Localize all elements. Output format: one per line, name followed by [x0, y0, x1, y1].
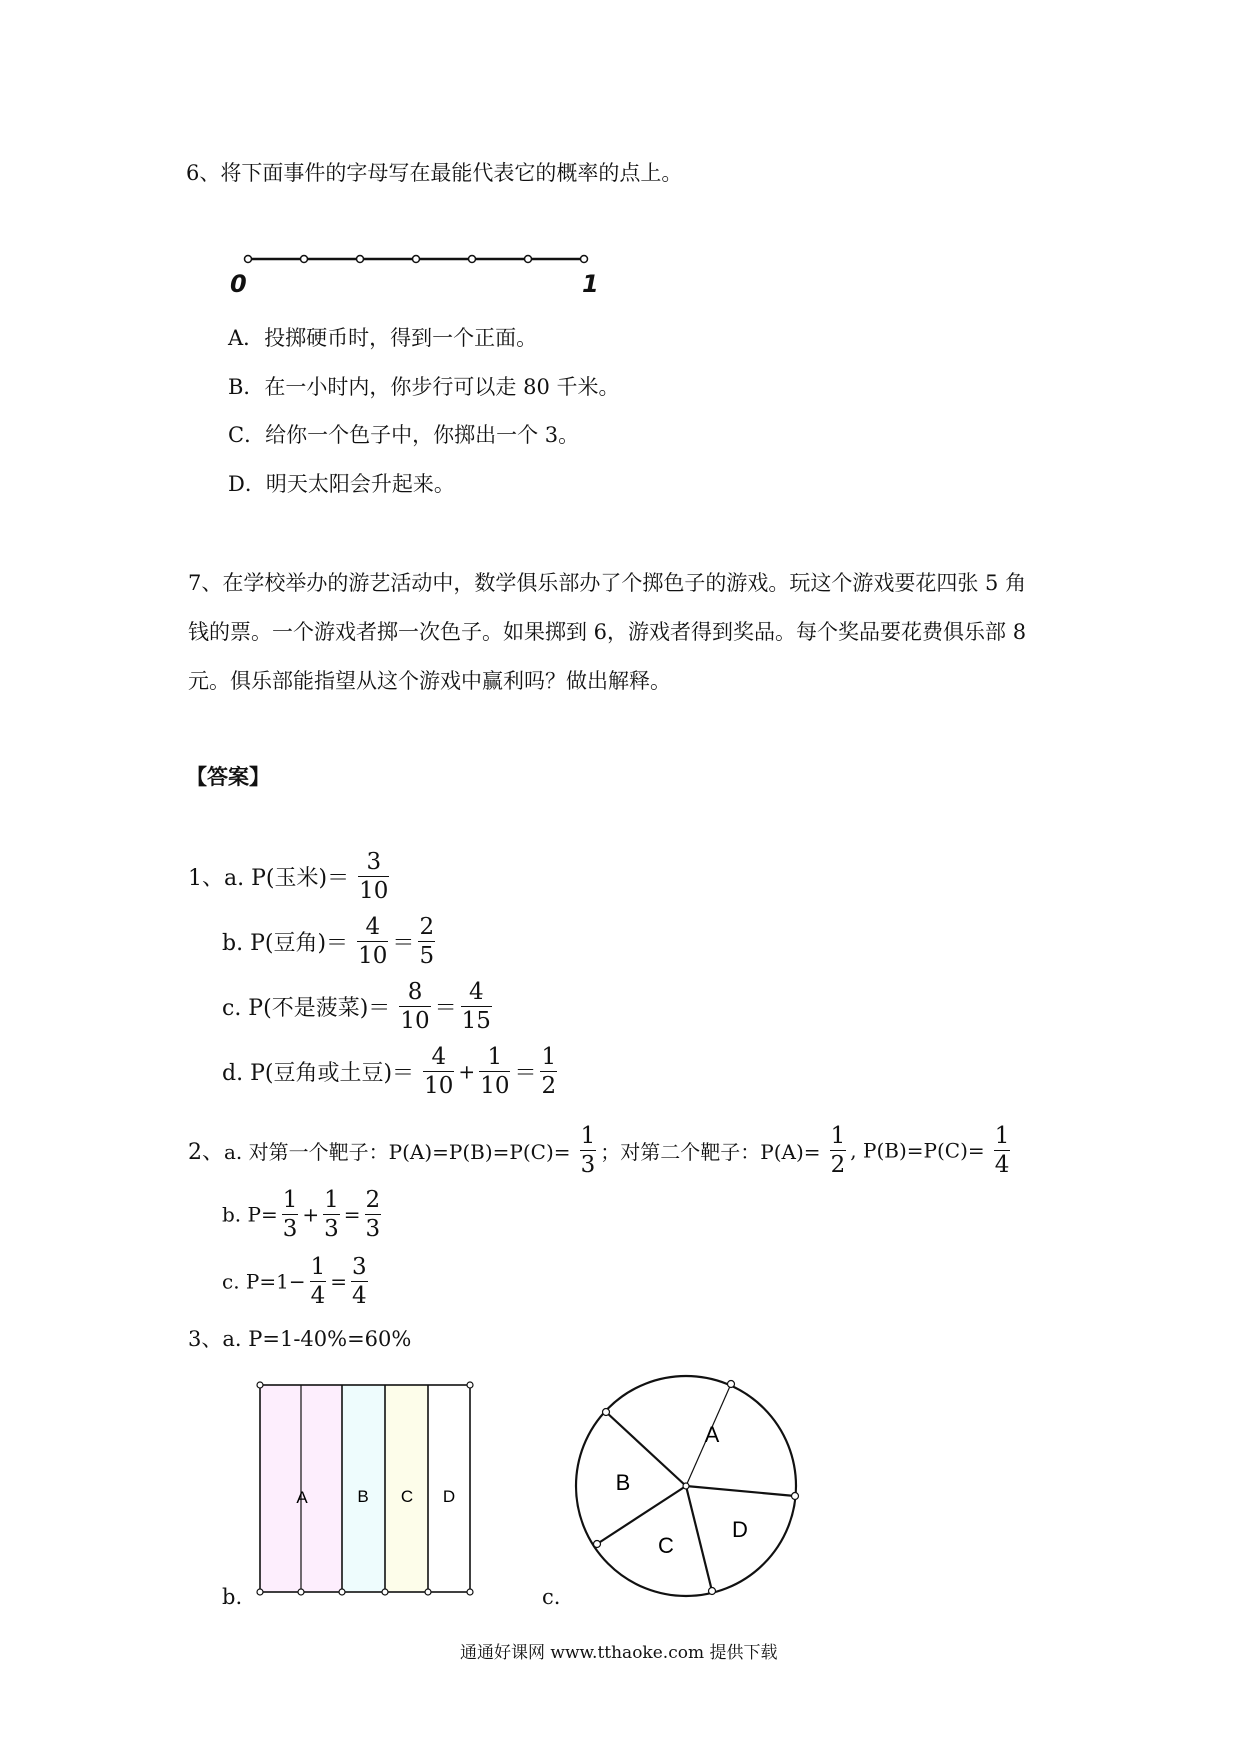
label: c. P=1− — [222, 1269, 306, 1294]
vertex-dot — [298, 1589, 304, 1595]
denominator: 2 — [830, 1152, 846, 1178]
label: d. P(豆角或土豆)＝ — [222, 1061, 415, 1086]
denominator: 10 — [424, 1073, 454, 1099]
rectangle-spinner — [257, 1382, 473, 1595]
vertex-dot — [257, 1382, 263, 1388]
rect-label-c: C — [400, 1487, 414, 1506]
q7-line-2: 钱的票。一个游戏者掷一次色子。如果掷到 6，游戏者得到奖品。每个奖品要花费俱乐部 8 — [188, 620, 1027, 644]
vertex-dot — [603, 1409, 610, 1416]
denominator: 10 — [358, 943, 388, 969]
numerator: 1 — [310, 1254, 326, 1280]
rect-label-b: B — [357, 1487, 369, 1506]
numerator: 3 — [358, 848, 389, 877]
numerator: 1 — [830, 1123, 846, 1149]
denominator: 4 — [310, 1283, 326, 1309]
numerator: 2 — [365, 1187, 381, 1213]
numerator: 4 — [461, 978, 492, 1007]
answer-3c-label: c. — [542, 1585, 561, 1609]
vertex-dot — [425, 1589, 431, 1595]
numerator: 1 — [994, 1123, 1010, 1149]
equals-sign: = — [330, 1269, 348, 1294]
rect-label-d: D — [442, 1487, 456, 1506]
denominator: 2 — [541, 1073, 557, 1099]
numerator: 1 — [479, 1043, 510, 1072]
denominator: 10 — [400, 1008, 430, 1034]
denominator: 10 — [359, 878, 389, 904]
equals-sign: ＝ — [514, 1061, 537, 1086]
label: , P(B)=P(C)= — [850, 1138, 985, 1163]
numerator: 3 — [352, 1254, 367, 1280]
answer-number: 2、 — [188, 1140, 224, 1165]
vertex-dot — [792, 1493, 799, 1500]
q6-option-c: C．给你一个色子中，你掷出一个 3。 — [228, 423, 580, 447]
answer-number: 1、 — [188, 866, 224, 891]
circle-label-d: D — [732, 1517, 748, 1542]
q6-prompt: 6、将下面事件的字母写在最能代表它的概率的点上。 — [186, 161, 683, 185]
center-dot — [683, 1483, 689, 1489]
denominator: 15 — [461, 1008, 491, 1034]
denominator: 4 — [352, 1283, 367, 1309]
q6-option-d: D．明天太阳会升起来。 — [228, 472, 455, 496]
plus-sign: + — [458, 1059, 476, 1084]
vertex-dot — [594, 1541, 601, 1548]
label: b. P= — [222, 1202, 278, 1227]
answers-heading: 【答案】 — [186, 764, 270, 789]
vertex-dot — [467, 1382, 473, 1388]
rect-label-a: A — [296, 1488, 308, 1507]
label: a. 对第一个靶子：P(A)=P(B)=P(C)= — [224, 1140, 571, 1164]
numerator: 1 — [282, 1187, 298, 1213]
answer-3a: 3、a. P=1-40%=60% — [188, 1327, 412, 1351]
vertex-dot — [257, 1589, 263, 1595]
q6-option-b: B．在一小时内，你步行可以走 80 千米。 — [228, 375, 620, 399]
numerator: 8 — [399, 978, 430, 1007]
sector-radius — [686, 1486, 795, 1496]
label: ；对第二个靶子：P(A)= — [600, 1140, 821, 1164]
scale-start-label: 0 — [230, 270, 247, 298]
circle-label-a: A — [704, 1422, 720, 1447]
scale-end-label: 1 — [582, 270, 599, 298]
equals-sign: ＝ — [392, 931, 415, 956]
denominator: 5 — [419, 943, 435, 969]
vertex-dot — [339, 1589, 345, 1595]
equals-sign: ＝ — [434, 996, 457, 1021]
denominator: 3 — [282, 1216, 298, 1242]
answer-3b-label: b. — [222, 1585, 243, 1609]
vertex-dot — [709, 1588, 716, 1595]
denominator: 4 — [994, 1152, 1010, 1178]
numerator: 1 — [324, 1187, 339, 1213]
circle-label-b: B — [615, 1470, 631, 1495]
label: c. P(不是菠菜)＝ — [222, 996, 391, 1021]
denominator: 10 — [480, 1073, 510, 1099]
numerator: 2 — [419, 914, 435, 940]
denominator: 3 — [324, 1216, 339, 1242]
equals-sign: = — [343, 1202, 361, 1227]
sector-radius — [686, 1486, 712, 1591]
plus-sign: + — [302, 1202, 320, 1227]
circle-label-c: C — [658, 1533, 674, 1558]
label: a. P(玉米)＝ — [224, 866, 350, 891]
numerator: 1 — [580, 1123, 596, 1149]
denominator: 3 — [580, 1152, 596, 1178]
vertex-dot — [467, 1589, 473, 1595]
q7-line-1: 7、在学校举办的游艺活动中，数学俱乐部办了个掷色子的游戏。玩这个游戏要花四张 5 角 — [188, 571, 1027, 595]
numerator: 4 — [357, 913, 388, 942]
circle-spinner — [576, 1376, 799, 1596]
denominator: 3 — [365, 1216, 381, 1242]
q7-line-3: 元。俱乐部能指望从这个游戏中赢利吗？做出解释。 — [188, 669, 671, 693]
numerator: 4 — [423, 1043, 454, 1072]
vertex-dot — [382, 1589, 388, 1595]
vertex-dot — [728, 1381, 735, 1388]
page-footer: 通通好课网 www.tthaoke.com 提供下载 — [460, 1643, 778, 1663]
label: b. P(豆角)＝ — [222, 931, 349, 956]
numerator: 1 — [541, 1044, 557, 1070]
q6-option-a: A．投掷硬币时，得到一个正面。 — [228, 326, 538, 350]
